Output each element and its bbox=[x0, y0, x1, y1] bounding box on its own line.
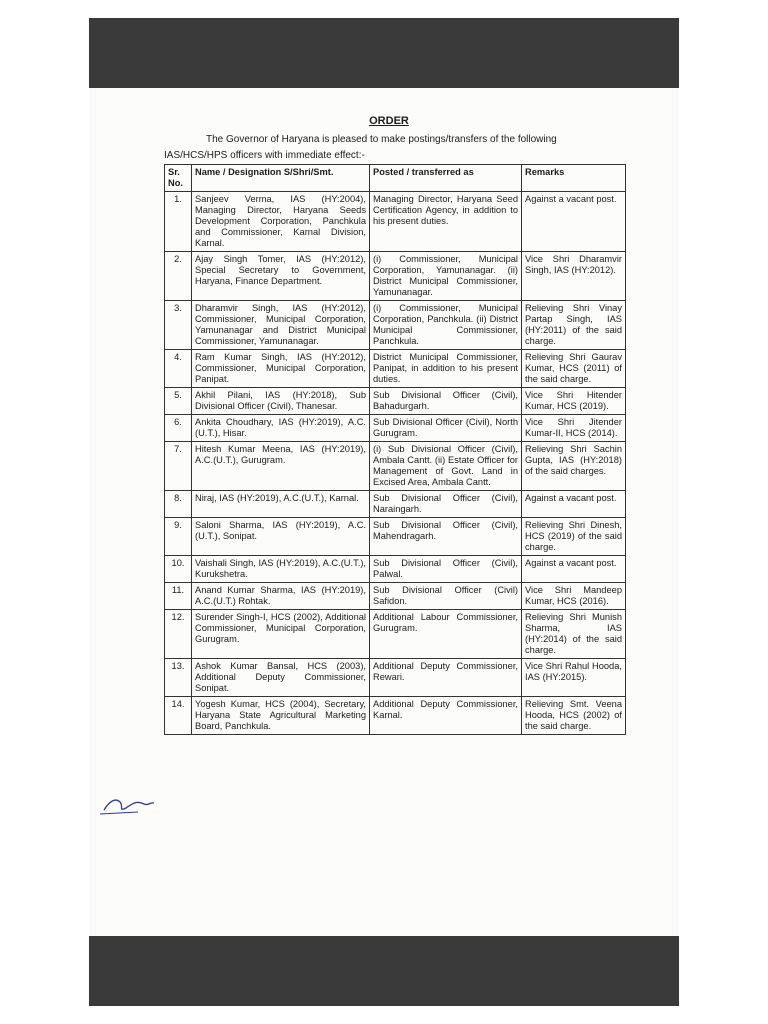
cell-sr: 10. bbox=[165, 556, 192, 583]
order-document bbox=[96, 88, 672, 936]
cell-posted: District Municipal Commissioner, Panipat, in addition to his present duties. bbox=[370, 350, 522, 388]
cell-posted: (i) Commissioner, Municipal Corporation, Yamunanagar. (ii) District Municipal Commissioner, Yamunanagar. bbox=[370, 252, 522, 301]
cell-sr: 8. bbox=[165, 491, 192, 518]
cell-remarks: Relieving Shri Dinesh, HCS (2019) of the said charge. bbox=[522, 518, 626, 556]
cell-name: Niraj, IAS (HY:2019), A.C.(U.T.), Karnal. bbox=[192, 491, 370, 518]
cell-remarks: Vice Shri Hitender Kumar, HCS (2019). bbox=[522, 388, 626, 415]
cell-name: Ashok Kumar Bansal, HCS (2003), Additional Deputy Commissioner, Sonipat. bbox=[192, 659, 370, 697]
cell-remarks: Vice Shri Jitender Kumar-II, HCS (2014). bbox=[522, 415, 626, 442]
cell-posted: (i) Sub Divisional Officer (Civil), Ambala Cantt. (ii) Estate Officer for Management of Govt. Land in Excised Area, Ambala Cantt. bbox=[370, 442, 522, 491]
cell-remarks: Vice Shri Dharamvir Singh, IAS (HY:2012). bbox=[522, 252, 626, 301]
cell-posted: Sub Divisional Officer (Civil), Palwal. bbox=[370, 556, 522, 583]
table-row bbox=[165, 697, 626, 735]
cell-posted: Sub Divisional Officer (Civil) Safidon. bbox=[370, 583, 522, 610]
cell-posted: Managing Director, Haryana Seed Certification Agency, in addition to his present duties. bbox=[370, 192, 522, 252]
cell-name: Hitesh Kumar Meena, IAS (HY:2019), A.C.(U.T.), Gurugram. bbox=[192, 442, 370, 491]
table-row bbox=[165, 442, 626, 491]
header-name: Name / Designation S/Shri/Smt. bbox=[192, 165, 370, 192]
cell-name: Ram Kumar Singh, IAS (HY:2012), Commissioner, Municipal Corporation, Panipat. bbox=[192, 350, 370, 388]
cell-posted: Additional Deputy Commissioner, Rewari. bbox=[370, 659, 522, 697]
cell-posted: Sub Divisional Officer (Civil), North Gurugram. bbox=[370, 415, 522, 442]
cell-sr: 13. bbox=[165, 659, 192, 697]
cell-sr: 12. bbox=[165, 610, 192, 659]
cell-posted: Sub Divisional Officer (Civil), Naraingarh. bbox=[370, 491, 522, 518]
cell-sr: 9. bbox=[165, 518, 192, 556]
cell-name: Ajay Singh Tomer, IAS (HY:2012), Special Secretary to Government, Haryana, Finance Department. bbox=[192, 252, 370, 301]
cell-posted: (i) Commissioner, Municipal Corporation, Panchkula. (ii) District Municipal Commissioner, Panchkula. bbox=[370, 301, 522, 350]
table-row bbox=[165, 518, 626, 556]
cell-sr: 11. bbox=[165, 583, 192, 610]
header-posted: Posted / transferred as bbox=[370, 165, 522, 192]
cell-sr: 3. bbox=[165, 301, 192, 350]
table-row bbox=[165, 415, 626, 442]
cell-remarks: Against a vacant post. bbox=[522, 491, 626, 518]
cell-sr: 7. bbox=[165, 442, 192, 491]
cell-name: Dharamvir Singh, IAS (HY:2012), Commissioner, Municipal Corporation, Yamunanagar and District Municipal Commissioner, Yamunanagar. bbox=[192, 301, 370, 350]
bottom-dark-band bbox=[89, 936, 679, 1006]
cell-name: Ankita Choudhary, IAS (HY:2019), A.C.(U.T.), Hisar. bbox=[192, 415, 370, 442]
table-body bbox=[165, 192, 626, 735]
top-dark-band bbox=[89, 18, 679, 88]
cell-remarks: Against a vacant post. bbox=[522, 556, 626, 583]
cell-posted: Sub Divisional Officer (Civil), Bahadurgarh. bbox=[370, 388, 522, 415]
cell-name: Akhil Pilani, IAS (HY:2018), Sub Divisional Officer (Civil), Thanesar. bbox=[192, 388, 370, 415]
table-row bbox=[165, 192, 626, 252]
order-title: ORDER bbox=[369, 115, 409, 127]
cell-name: Saloni Sharma, IAS (HY:2019), A.C.(U.T.), Sonipat. bbox=[192, 518, 370, 556]
cell-posted: Additional Deputy Commissioner, Karnal. bbox=[370, 697, 522, 735]
table-row bbox=[165, 491, 626, 518]
cell-remarks: Relieving Shri Sachin Gupta, IAS (HY:2018) of the said charges. bbox=[522, 442, 626, 491]
table-row bbox=[165, 350, 626, 388]
signature-mark bbox=[96, 788, 156, 818]
table-row bbox=[165, 252, 626, 301]
cell-remarks: Vice Shri Mandeep Kumar, HCS (2016). bbox=[522, 583, 626, 610]
postings-table bbox=[164, 164, 626, 735]
order-intro-line1: The Governor of Haryana is pleased to make postings/transfers of the following bbox=[206, 134, 557, 145]
cell-posted: Sub Divisional Officer (Civil), Mahendragarh. bbox=[370, 518, 522, 556]
cell-posted: Additional Labour Commissioner, Gurugram. bbox=[370, 610, 522, 659]
table-row bbox=[165, 388, 626, 415]
cell-remarks: Relieving Shri Vinay Partap Singh, IAS (HY:2011) of the said charge. bbox=[522, 301, 626, 350]
cell-remarks: Against a vacant post. bbox=[522, 192, 626, 252]
table-row bbox=[165, 556, 626, 583]
cell-sr: 14. bbox=[165, 697, 192, 735]
cell-sr: 2. bbox=[165, 252, 192, 301]
cell-remarks: Relieving Smt. Veena Hooda, HCS (2002) of the said charge. bbox=[522, 697, 626, 735]
cell-remarks: Relieving Shri Gaurav Kumar, HCS (2011) of the said charge. bbox=[522, 350, 626, 388]
table-row bbox=[165, 583, 626, 610]
table-row bbox=[165, 301, 626, 350]
cell-remarks: Relieving Shri Munish Sharma, IAS (HY:2014) of the said charge. bbox=[522, 610, 626, 659]
cell-sr: 1. bbox=[165, 192, 192, 252]
cell-sr: 6. bbox=[165, 415, 192, 442]
table-row bbox=[165, 610, 626, 659]
cell-sr: 5. bbox=[165, 388, 192, 415]
header-remarks: Remarks bbox=[522, 165, 626, 192]
cell-sr: 4. bbox=[165, 350, 192, 388]
cell-name: Anand Kumar Sharma, IAS (HY:2019), A.C.(U.T.) Rohtak. bbox=[192, 583, 370, 610]
order-intro-line2: IAS/HCS/HPS officers with immediate effect:- bbox=[164, 150, 365, 161]
cell-name: Vaishali Singh, IAS (HY:2019), A.C.(U.T.), Kurukshetra. bbox=[192, 556, 370, 583]
cell-name: Yogesh Kumar, HCS (2004), Secretary, Haryana State Agricultural Marketing Board, Panchkula. bbox=[192, 697, 370, 735]
cell-remarks: Vice Shri Rahul Hooda, IAS (HY:2015). bbox=[522, 659, 626, 697]
cell-name: Surender Singh-I, HCS (2002), Additional Commissioner, Municipal Corporation, Gurugram. bbox=[192, 610, 370, 659]
cell-name: Sanjeev Verma, IAS (HY:2004), Managing Director, Haryana Seeds Development Corporation, Panchkula and Commissioner, Karnal Division, Karnal. bbox=[192, 192, 370, 252]
header-sr: Sr. No. bbox=[165, 165, 192, 192]
table-header-row bbox=[165, 165, 626, 192]
table-row bbox=[165, 659, 626, 697]
